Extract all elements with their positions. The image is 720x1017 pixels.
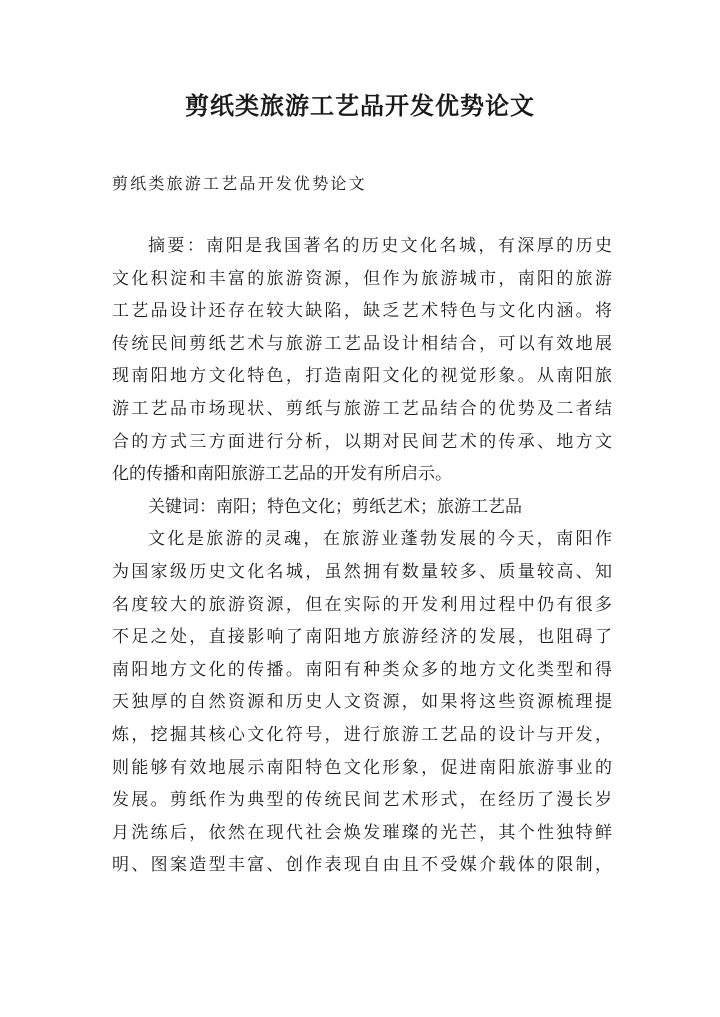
body-line: 南阳地方文化的传播。南阳有种类众多的地方文化类型和得	[112, 659, 612, 680]
document-body	[112, 230, 612, 882]
body-line: 游工艺品市场现状、剪纸与旅游工艺品结合的优势及二者结	[112, 398, 612, 419]
document-subtitle: 剪纸类旅游工艺品开发优势论文	[112, 174, 367, 193]
body-line: 合的方式三方面进行分析，以期对民间艺术的传承、地方文	[112, 431, 612, 452]
body-line: 工艺品设计还存在较大缺陷，缺乏艺术特色与文化内涵。将	[112, 301, 612, 322]
body-line: 不足之处，直接影响了南阳地方旅游经济的发展，也阻碍了	[112, 627, 612, 648]
body-line: 则能够有效地展示南阳特色文化形象，促进南阳旅游事业的	[112, 757, 612, 778]
body-line: 现南阳地方文化特色，打造南阳文化的视觉形象。从南阳旅	[112, 366, 612, 387]
body-line: 文化积淀和丰富的旅游资源，但作为旅游城市，南阳的旅游	[112, 268, 612, 289]
body-line: 为国家级历史文化名城，虽然拥有数量较多、质量较高、知	[112, 561, 612, 582]
body-line: 明、图案造型丰富、创作表现自由且不受媒介载体的限制，	[112, 855, 612, 876]
body-line: 炼，挖掘其核心文化符号，进行旅游工艺品的设计与开发，	[112, 724, 612, 745]
body-line: 化的传播和南阳旅游工艺品的开发有所启示。	[112, 464, 452, 485]
body-line: 关键词：南阳；特色文化；剪纸艺术；旅游工艺品	[148, 496, 522, 517]
body-line: 发展。剪纸作为典型的传统民间艺术形式，在经历了漫长岁	[112, 790, 612, 811]
page-title: 剪纸类旅游工艺品开发优势论文	[185, 91, 535, 120]
body-line: 月洗练后，依然在现代社会焕发璀璨的光芒，其个性独特鲜	[112, 822, 612, 843]
body-line: 天独厚的自然资源和历史人文资源，如果将这些资源梳理提	[112, 692, 612, 713]
body-line: 摘要：南阳是我国著名的历史文化名城，有深厚的历史	[148, 236, 612, 256]
body-line: 名度较大的旅游资源，但在实际的开发利用过程中仍有很多	[112, 594, 612, 615]
body-line: 文化是旅游的灵魂，在旅游业蓬勃发展的今天，南阳作	[148, 529, 612, 550]
body-line: 传统民间剪纸艺术与旅游工艺品设计相结合，可以有效地展	[112, 333, 612, 354]
